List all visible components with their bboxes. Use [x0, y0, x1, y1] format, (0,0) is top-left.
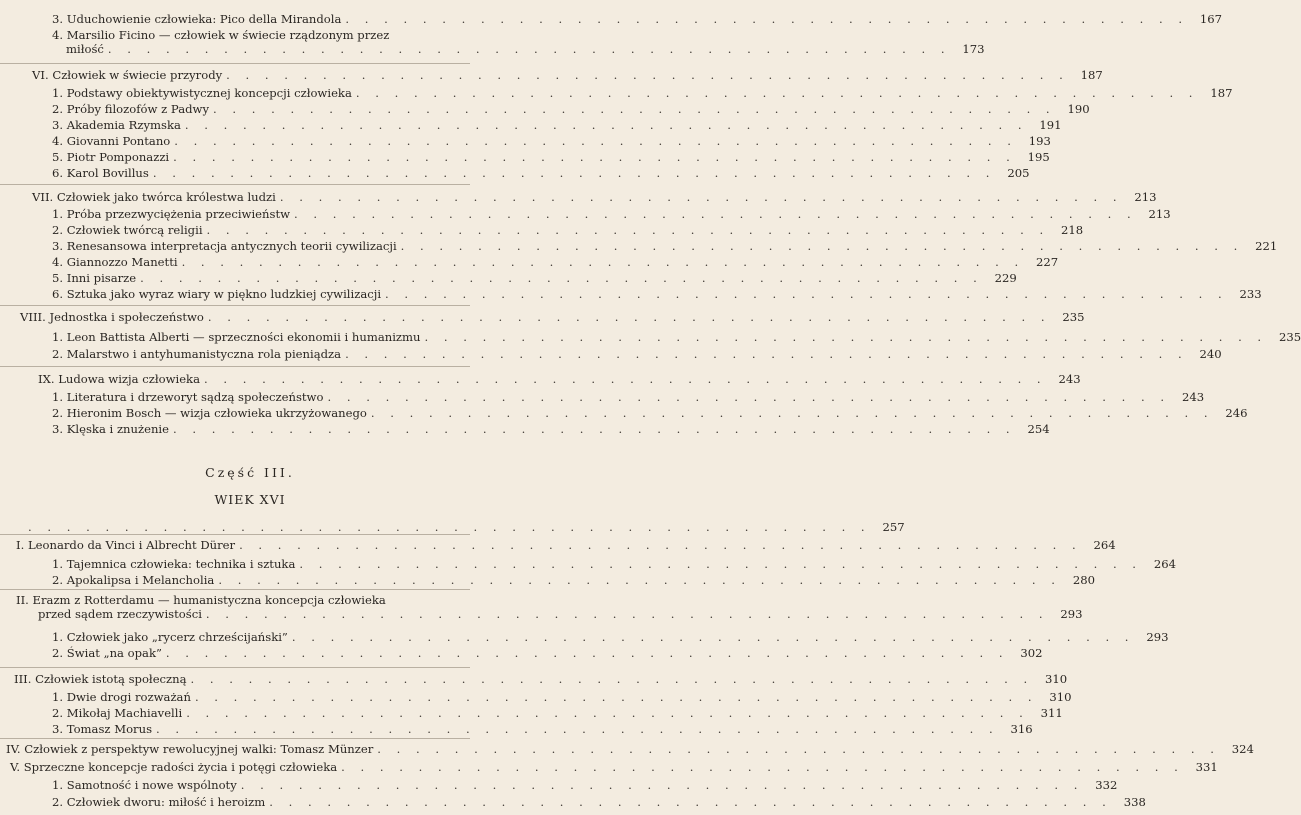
- toc-entry: [0, 573, 1095, 587]
- leader-dots: . . . . . . . . . . . . . . . . . . . . . . . . . . . . . . . . . . . . . . . . . . . .: [291, 630, 1135, 644]
- leader-dots: . . . . . . . . . . . . . . . . . . . . . . . . . . . . . . . . . . . . . . . . . . . .: [377, 742, 1220, 756]
- page-number: 302: [1020, 646, 1043, 660]
- leader-dots: . . . . . . . . . . . . . . . . . . . . . . . . . . . . . . . . . . . . . . . . . . . .: [28, 520, 871, 534]
- toc-title: 3. Renesansowa interpretacja antycznych teorii cywilizacji: [52, 239, 397, 253]
- page-number: 293: [1146, 630, 1169, 644]
- leader-dots: . . . . . . . . . . . . . . . . . . . . . . . . . . . . . . . . . . . . . . . . . . . .: [190, 672, 1034, 686]
- leader-dots: . . . . . . . . . . . . . . . . . . . . . . . . . . . . . . . . . . . . . . . . . . . .: [239, 538, 1082, 552]
- toc-entry: [0, 223, 1084, 237]
- toc-title: 3. Tomasz Morus: [52, 722, 153, 736]
- toc-title: 3. Akademia Rzymska: [52, 118, 181, 132]
- page-number: 338: [1123, 795, 1146, 809]
- toc-entry: [0, 150, 1050, 164]
- toc-title: 2. Próby filozofów z Padwy: [52, 102, 209, 116]
- page-number: 331: [1195, 760, 1218, 774]
- leader-dots: . . . . . . . . . . . . . . . . . . . . . . . . . . . . . . . . . . . . . . . . . . . .: [173, 422, 1016, 436]
- leader-dots: . . . . . . . . . . . . . . . . . . . . . . . . . . . . . . . . . . . . . . . . . . . .: [345, 347, 1188, 361]
- leader-dots: . . . . . . . . . . . . . . . . . . . . . . . . . . . . . . . . . . . . . . . . . . . .: [327, 390, 1171, 404]
- section-divider: [0, 534, 470, 535]
- toc-entry: [0, 86, 1233, 100]
- page-number: 193: [1028, 134, 1051, 148]
- leader-dots: . . . . . . . . . . . . . . . . . . . . . . . . . . . . . . . . . . . . . . . . . . . .: [174, 134, 1017, 148]
- leader-dots: . . . . . . . . . . . . . . . . . . . . . . . . . . . . . . . . . . . . . . . . . . . .: [345, 12, 1189, 26]
- toc-title: 2. Malarstwo i antyhumanistyczna rola pieniądza: [52, 347, 342, 361]
- toc-entry: [0, 255, 1059, 269]
- toc-title: 3. Klęska i znużenie: [52, 422, 169, 436]
- toc-entry: [0, 520, 905, 534]
- toc-entry: [0, 690, 1072, 704]
- toc-entry: [0, 28, 985, 56]
- page-number: 311: [1040, 706, 1063, 720]
- leader-dots: . . . . . . . . . . . . . . . . . . . . . . . . . . . . . . . . . . . . . . . . . . . .: [181, 255, 1025, 269]
- toc-entry: [0, 287, 1262, 301]
- page-number: 213: [1134, 190, 1157, 204]
- page-number: 310: [1049, 690, 1072, 704]
- page-number: 187: [1210, 86, 1233, 100]
- toc-entry: [0, 271, 1017, 285]
- page-number: 254: [1027, 422, 1050, 436]
- page-number: 190: [1067, 102, 1090, 116]
- toc-title-cont: przed sądem rzeczywistości: [38, 607, 202, 621]
- toc-entry: [0, 102, 1090, 116]
- toc-title-cont: miłość: [66, 42, 104, 56]
- toc-title: 2. Człowiek twórcą religii: [52, 223, 203, 237]
- page-number: 229: [994, 271, 1017, 285]
- leader-dots: . . . . . . . . . . . . . . . . . . . . . . . . . . . . . . . . . . . . . . . . . . . .: [173, 150, 1016, 164]
- page-number: 233: [1239, 287, 1262, 301]
- leader-dots: . . . . . . . . . . . . . . . . . . . . . . . . . . . . . . . . . . . . . . . . . . . .: [226, 68, 1069, 82]
- leader-dots: . . . . . . . . . . . . . . . . . . . . . . . . . . . . . . . . . . . . . . . . . . . .: [299, 557, 1142, 571]
- leader-dots: . . . . . . . . . . . . . . . . . . . . . . . . . . . . . . . . . . . . . . . . . . . .: [204, 372, 1047, 386]
- page-number: 195: [1027, 150, 1050, 164]
- section-divider: [0, 305, 470, 306]
- toc-title: 3. Uduchowienie człowieka: Pico della Mirandola: [52, 12, 342, 26]
- leader-dots: . . . . . . . . . . . . . . . . . . . . . . . . . . . . . . . . . . . . . . . . . . . .: [269, 795, 1112, 809]
- toc-title: 2. Człowiek dworu: miłość i heroizm: [52, 795, 266, 809]
- toc-title: 1. Samotność i nowe wspólnoty: [52, 778, 237, 792]
- toc-title: III. Człowiek istotą społeczną: [14, 672, 187, 686]
- leader-dots: . . . . . . . . . . . . . . . . . . . . . . . . . . . . . . . . . . . . . . . . . . . .: [218, 573, 1061, 587]
- page-number: 293: [1060, 607, 1083, 621]
- toc-entry: [0, 390, 1205, 404]
- leader-dots: . . . . . . . . . . . . . . . . . . . . . . . . . . . . . . . . . . . . . . . . . . . .: [341, 760, 1184, 774]
- toc-title: 6. Sztuka jako wyraz wiary w piękno ludzkiej cywilizacji: [52, 287, 382, 301]
- part-heading: Część III.: [205, 465, 295, 480]
- page-number: 310: [1045, 672, 1068, 686]
- toc-title: 5. Inni pisarze: [52, 271, 137, 285]
- page-number: 173: [962, 42, 985, 56]
- toc-chapter: [0, 190, 1157, 204]
- toc-title: I. Leonardo da Vinci i Albrecht Dürer: [16, 538, 236, 552]
- leader-dots: . . . . . . . . . . . . . . . . . . . . . . . . . . . . . . . . . . . . . . . . . . . .: [294, 207, 1137, 221]
- toc-entry: [0, 795, 1146, 809]
- toc-entry: [0, 347, 1222, 361]
- toc-title: VII. Człowiek jako twórca królestwa ludzi: [32, 190, 276, 204]
- toc-title: 2. Świat „na opak”: [52, 646, 162, 660]
- page-number: 205: [1007, 166, 1030, 180]
- toc-title: 4. Marsilio Ficino — człowiek w świecie rządzonym przez: [52, 28, 390, 42]
- page-number: 240: [1199, 347, 1222, 361]
- toc-entry: [0, 207, 1171, 221]
- page-number: 235: [1278, 330, 1301, 344]
- page-number: 221: [1255, 239, 1278, 253]
- toc-entry: [0, 630, 1169, 644]
- toc-title: 1. Podstawy obiektywistycznej koncepcji człowieka: [52, 86, 352, 100]
- page-number: 246: [1225, 406, 1248, 420]
- toc-chapter: [0, 310, 1085, 324]
- toc-chapter: [0, 672, 1068, 686]
- page-number: 332: [1095, 778, 1118, 792]
- section-divider: [0, 63, 470, 64]
- section-divider: [0, 184, 470, 185]
- page-number: 187: [1080, 68, 1103, 82]
- page-number: 280: [1072, 573, 1095, 587]
- toc-entry: [0, 239, 1278, 253]
- toc-title: IV. Człowiek z perspektyw rewolucyjnej walki: Tomasz Münzer: [6, 742, 374, 756]
- leader-dots: . . . . . . . . . . . . . . . . . . . . . . . . . . . . . . . . . . . . . . . . . . . .: [206, 223, 1050, 237]
- page-number: 243: [1181, 390, 1205, 404]
- leader-dots: . . . . . . . . . . . . . . . . . . . . . . . . . . . . . . . . . . . . . . . . . . . .: [207, 310, 1051, 324]
- leader-dots: . . . . . . . . . . . . . . . . . . . . . . . . . . . . . . . . . . . . . . . . . . . .: [424, 330, 1268, 344]
- page-number: 257: [882, 520, 905, 534]
- toc-chapter: [0, 593, 1083, 621]
- toc-title: V. Sprzeczne koncepcje radości życia i potęgi człowieka: [10, 760, 338, 774]
- page-number: 227: [1036, 255, 1059, 269]
- page-number: 213: [1148, 207, 1171, 221]
- leader-dots: . . . . . . . . . . . . . . . . . . . . . . . . . . . . . . . . . . . . . . . . . . . .: [279, 190, 1123, 204]
- toc-title: 4. Giannozzo Manetti: [52, 255, 178, 269]
- page-number: 235: [1062, 310, 1085, 324]
- leader-dots: . . . . . . . . . . . . . . . . . . . . . . . . . . . . . . . . . . . . . . . . . . . .: [156, 722, 999, 736]
- section-divider: [0, 589, 470, 590]
- leader-dots: . . . . . . . . . . . . . . . . . . . . . . . . . . . . . . . . . . . . . . . . . . . .: [385, 287, 1228, 301]
- toc-title: 2. Hieronim Bosch — wizja człowieka ukrzyżowanego: [52, 406, 367, 420]
- page-number: 191: [1039, 118, 1062, 132]
- toc-entry: [0, 778, 1118, 792]
- leader-dots: . . . . . . . . . . . . . . . . . . . . . . . . . . . . . . . . . . . . . . . . . . . .: [152, 166, 996, 180]
- toc-title: 1. Człowiek jako „rycerz chrześcijański”: [52, 630, 288, 644]
- toc-entry: [0, 12, 1223, 26]
- page-number: 264: [1153, 557, 1176, 571]
- section-divider: [0, 667, 470, 668]
- page-number: 264: [1093, 538, 1116, 552]
- leader-dots: . . . . . . . . . . . . . . . . . . . . . . . . . . . . . . . . . . . . . . . . . . . .: [400, 239, 1244, 253]
- toc-entry: [0, 134, 1051, 148]
- toc-title: 1. Leon Battista Alberti — sprzeczności ekonomii i humanizmu: [52, 330, 421, 344]
- toc-chapter: [0, 760, 1218, 774]
- leader-dots: . . . . . . . . . . . . . . . . . . . . . . . . . . . . . . . . . . . . . . . . . . . .: [184, 118, 1028, 132]
- toc-chapter: [0, 538, 1116, 552]
- section-divider: [0, 738, 470, 739]
- toc-title: 2. Apokalipsa i Melancholia: [52, 573, 215, 587]
- toc-title: 6. Karol Bovillus: [52, 166, 149, 180]
- toc-entry: [0, 422, 1050, 436]
- leader-dots: . . . . . . . . . . . . . . . . . . . . . . . . . . . . . . . . . . . . . . . . . . . .: [165, 646, 1009, 660]
- page-number: 243: [1058, 372, 1081, 386]
- page-number: 324: [1231, 742, 1254, 756]
- leader-dots: . . . . . . . . . . . . . . . . . . . . . . . . . . . . . . . . . . . . . . . . . . . .: [140, 271, 983, 285]
- toc-title: 1. Próba przezwyciężenia przeciwieństw: [52, 207, 291, 221]
- toc-entry: [0, 646, 1043, 660]
- century-heading: WIEK XVI: [214, 492, 286, 507]
- toc-title: 2. Mikołaj Machiavelli: [52, 706, 183, 720]
- toc-entry: [0, 166, 1030, 180]
- toc-title: 1. Tajemnica człowieka: technika i sztuka: [52, 557, 296, 571]
- toc-entry: [0, 118, 1062, 132]
- section-divider: [0, 366, 470, 367]
- toc-title: VI. Człowiek w świecie przyrody: [32, 68, 223, 82]
- toc-entry: [0, 722, 1033, 736]
- page-number: 218: [1061, 223, 1084, 237]
- leader-dots: . . . . . . . . . . . . . . . . . . . . . . . . . . . . . . . . . . . . . . . . . . . .: [186, 706, 1029, 720]
- toc-chapter: [0, 68, 1103, 82]
- leader-dots: . . . . . . . . . . . . . . . . . . . . . . . . . . . . . . . . . . . . . . . . . . . .: [213, 102, 1056, 116]
- toc-title: VIII. Jednostka i społeczeństwo: [20, 310, 204, 324]
- page-number: 316: [1010, 722, 1033, 736]
- toc-entry: [0, 706, 1063, 720]
- toc-chapter: [0, 372, 1081, 386]
- toc-title: II. Erazm z Rotterdamu — humanistyczna koncepcja człowieka: [16, 593, 386, 607]
- leader-dots: . . . . . . . . . . . . . . . . . . . . . . . . . . . . . . . . . . . . . . . . . . . .: [355, 86, 1199, 100]
- toc-entry: [0, 557, 1176, 571]
- toc-title: 1. Literatura i drzeworyt sądzą społeczeństwo: [52, 390, 324, 404]
- leader-dots: . . . . . . . . . . . . . . . . . . . . . . . . . . . . . . . . . . . . . . . . . . . .: [240, 778, 1084, 792]
- page-number: 167: [1199, 12, 1223, 26]
- toc-title: 1. Dwie drogi rozważań: [52, 690, 191, 704]
- toc-title: 4. Giovanni Pontano: [52, 134, 171, 148]
- leader-dots: . . . . . . . . . . . . . . . . . . . . . . . . . . . . . . . . . . . . . . . . . . . .: [370, 406, 1214, 420]
- toc-chapter: [0, 742, 1254, 756]
- toc-entry: [0, 330, 1301, 344]
- leader-dots: . . . . . . . . . . . . . . . . . . . . . . . . . . . . . . . . . . . . . . . . . . . .: [107, 42, 951, 56]
- toc-entry: [0, 406, 1248, 420]
- leader-dots: . . . . . . . . . . . . . . . . . . . . . . . . . . . . . . . . . . . . . . . . . . . .: [194, 690, 1038, 704]
- toc-title: 5. Piotr Pomponazzi: [52, 150, 170, 164]
- leader-dots: . . . . . . . . . . . . . . . . . . . . . . . . . . . . . . . . . . . . . . . . . . . .: [205, 607, 1049, 621]
- toc-title: IX. Ludowa wizja człowieka: [38, 372, 200, 386]
